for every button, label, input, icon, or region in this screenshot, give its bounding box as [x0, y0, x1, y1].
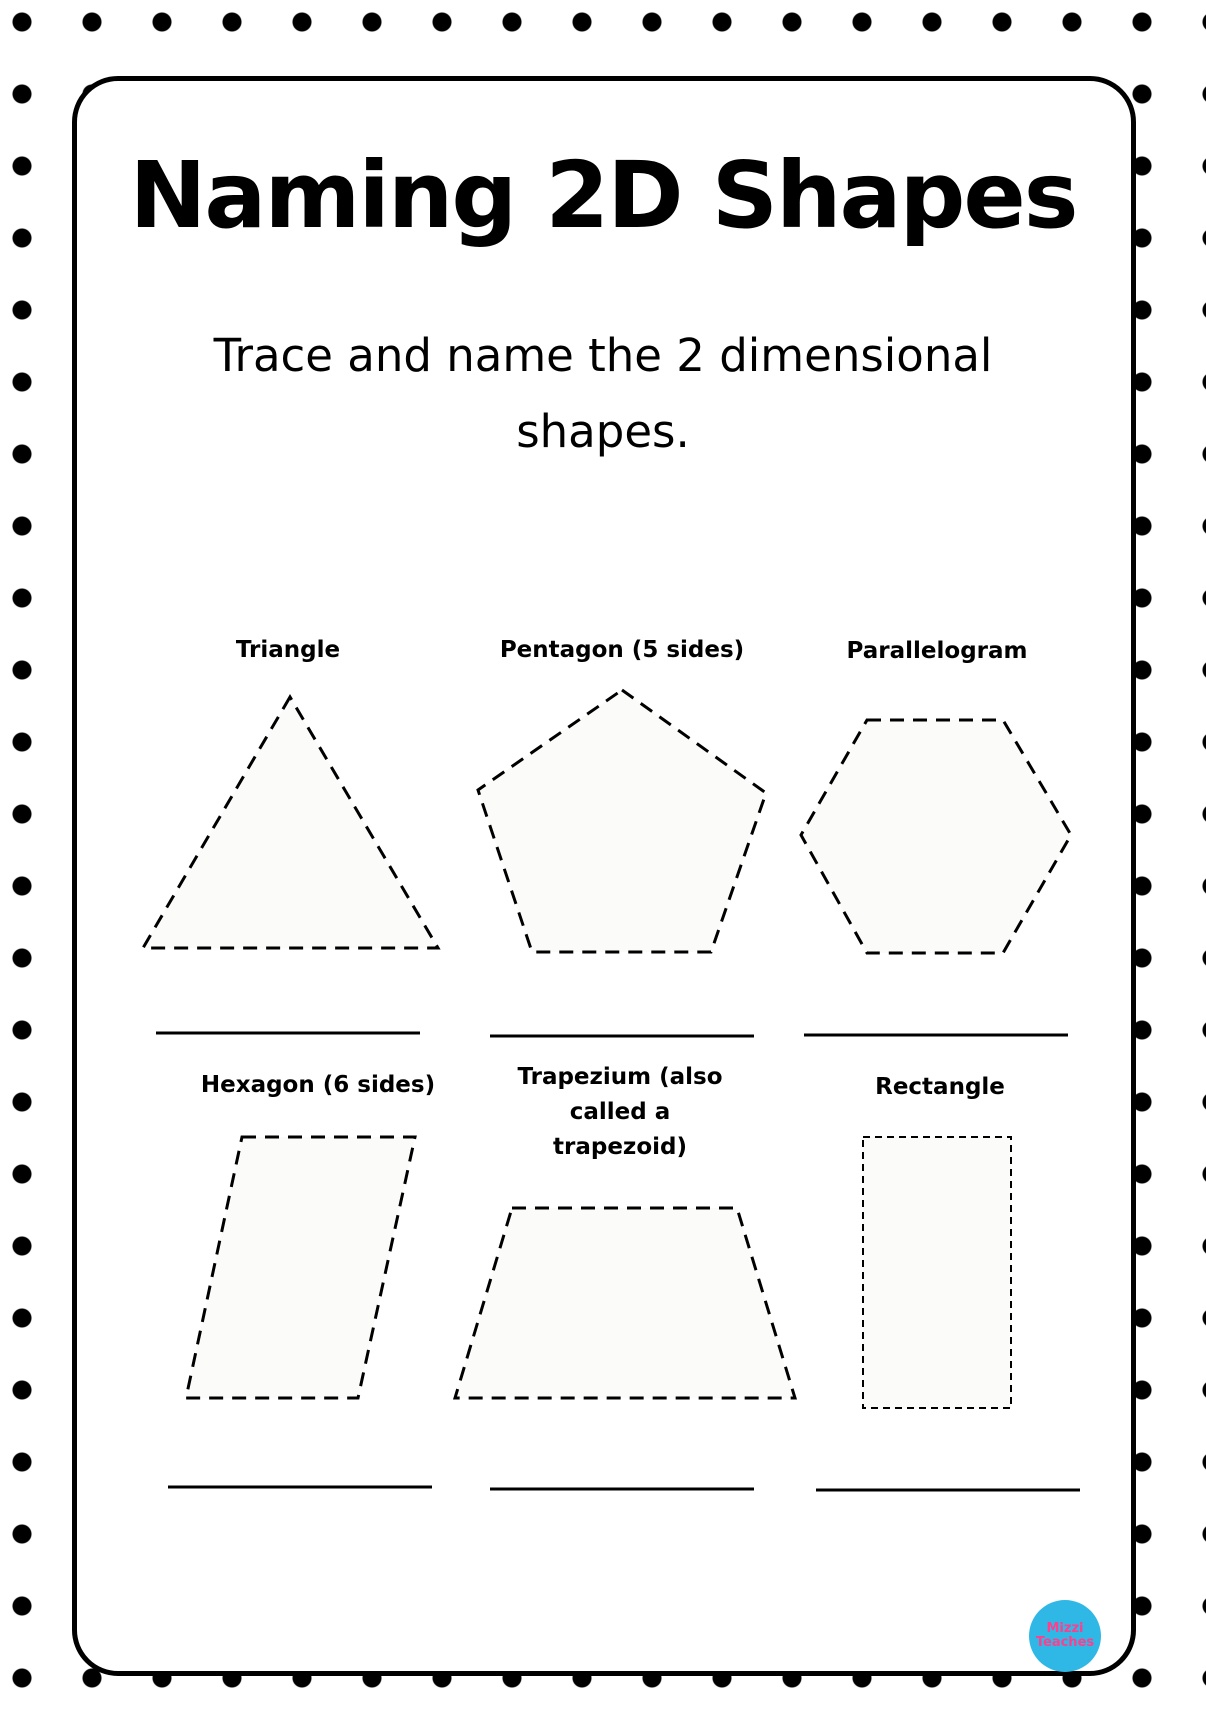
dashed-hexagon — [801, 720, 1071, 953]
dashed-parallelogram — [186, 1137, 415, 1398]
dashed-rectangle — [863, 1137, 1011, 1408]
mizzi-teaches-logo — [1029, 1600, 1101, 1672]
dashed-pentagon — [478, 690, 766, 952]
shape-label-hexagon: Hexagon (6 sides) — [200, 1072, 436, 1098]
shape-label-pentagon: Pentagon (5 sides) — [499, 637, 745, 663]
shape-label-triangle: Triangle — [235, 637, 341, 663]
logo-text: Mizzi Teaches — [1035, 1621, 1095, 1650]
page-title: Naming 2D Shapes — [129, 142, 1077, 249]
shape-label-trapezium: Trapezium (also called a trapezoid) — [517, 1064, 723, 1160]
dashed-triangle — [143, 697, 438, 948]
shape-label-rectangle: Rectangle — [875, 1074, 1005, 1100]
shape-label-parallelogram: Parallelogram — [846, 638, 1028, 664]
dashed-trapezium — [455, 1208, 795, 1398]
instruction-text: Trace and name the 2 dimensional shapes. — [213, 329, 993, 458]
